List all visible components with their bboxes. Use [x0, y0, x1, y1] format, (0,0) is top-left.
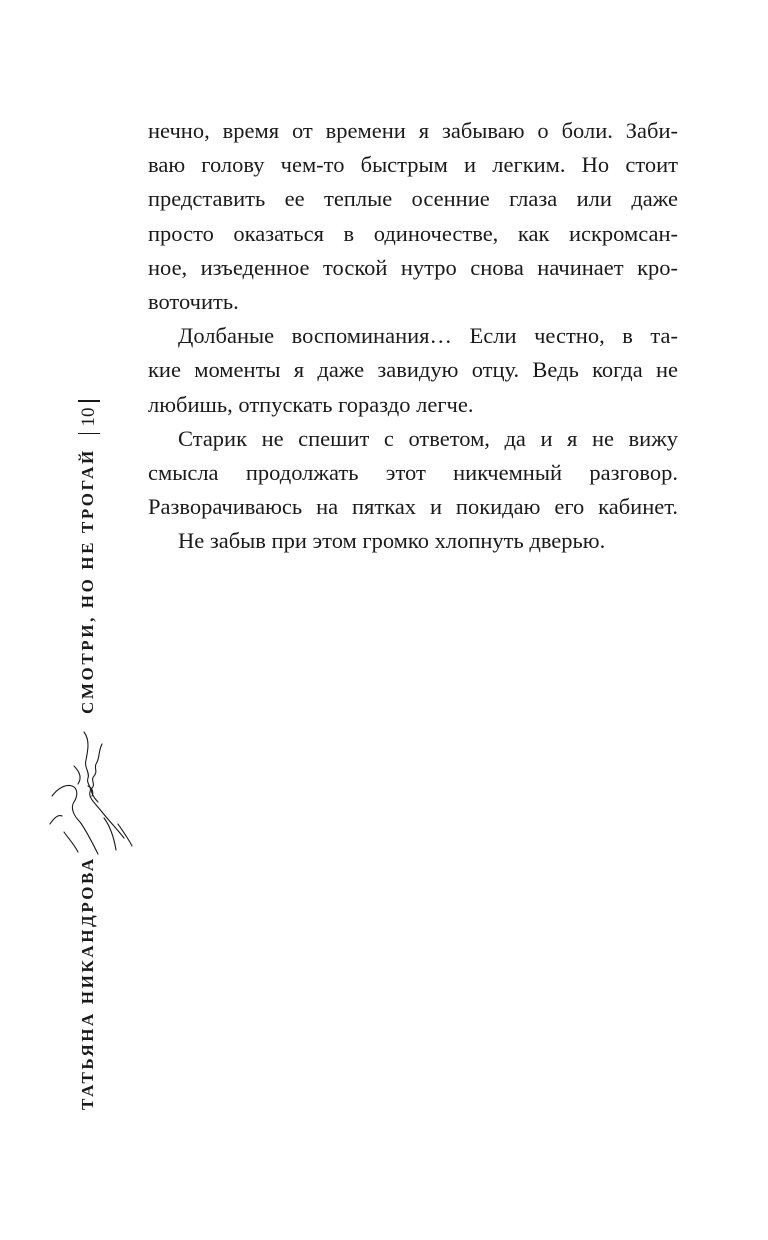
- text-line: кие моменты я даже завидую отцу. Ведь когда не: [148, 357, 678, 383]
- kissing-faces-line-art-icon: [44, 726, 140, 862]
- text-line: Не забыв при этом громко хлопнуть дверью.: [178, 528, 606, 554]
- text-line: нечно, время от времени я забываю о боли. Заби-: [148, 118, 678, 143]
- page-number: [78, 400, 100, 434]
- text-line: ное, изъеденное тоской нутро снова начинает кро-: [148, 254, 678, 280]
- text-line: просто оказаться в одиночестве, как искромсан-: [148, 220, 678, 246]
- running-head-author: ТАТЬЯНА НИКАНДРОВА: [78, 856, 97, 1110]
- text-line: Старик не спешит с ответом, да и я не вижу: [178, 425, 678, 451]
- page-body-text: [148, 114, 678, 558]
- page-number-rule-top: [78, 400, 100, 402]
- page-number-rule-bottom: [78, 433, 100, 435]
- text-line: ваю голову чем-то быстрым и легким. Но стоит: [148, 152, 678, 178]
- text-line: воточить.: [148, 288, 239, 314]
- text-line: смысла продолжать этот никчемный разговор.: [148, 459, 678, 485]
- text-line: представить ее теплые осенние глаза или даже: [148, 186, 678, 212]
- running-head-book-title: СМОТРИ, НО НЕ ТРОГАЙ: [78, 448, 97, 714]
- page-number-value: 10: [78, 407, 99, 427]
- text-line: Разворачиваюсь на пятках и покидаю его кабинет.: [148, 494, 678, 520]
- text-line: любишь, отпускать гораздо легче.: [148, 391, 474, 417]
- text-line: Долбаные воспоминания… Если честно, в та-: [178, 323, 678, 349]
